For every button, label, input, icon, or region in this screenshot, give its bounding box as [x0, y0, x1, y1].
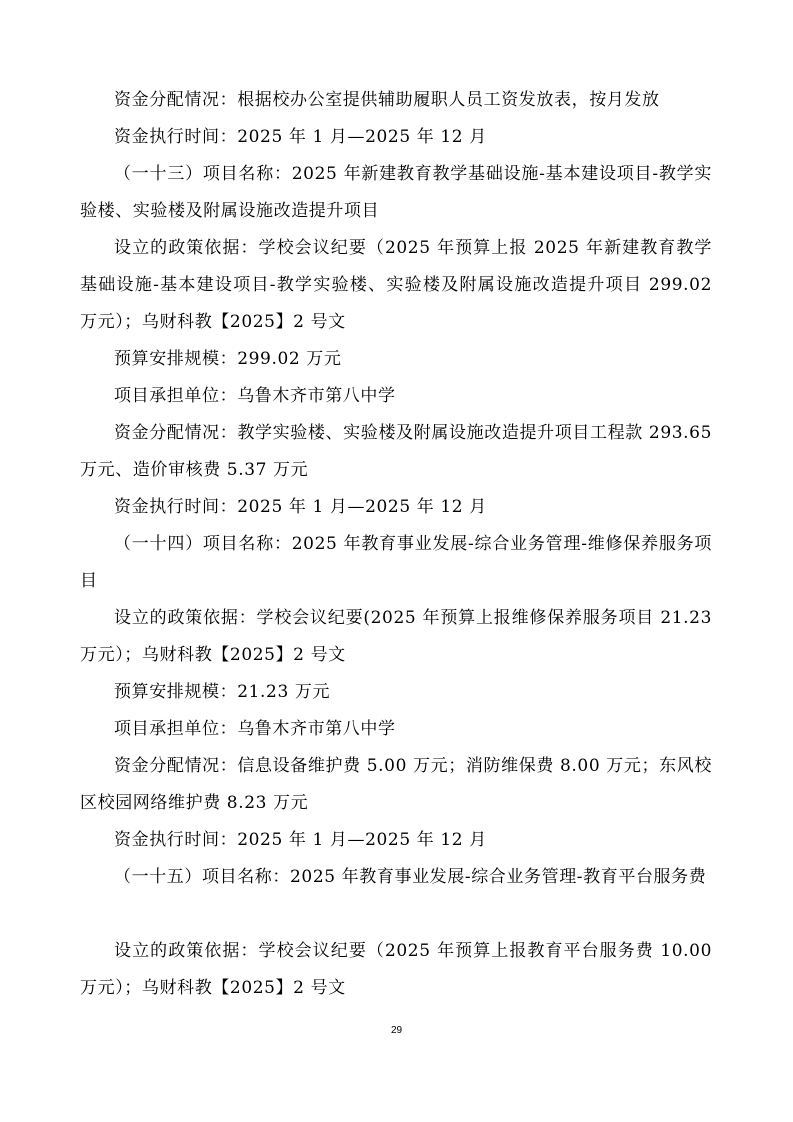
project-14-execution-time: 资金执行时间：2025 年 1 月—2025 年 12 月 — [114, 830, 487, 850]
project-13-fund-allocation: 资金分配情况：教学实验楼、实验楼及附属设施改造提升项目工程款 293.65 万元、造价审核费 5.37 万元 — [80, 423, 712, 480]
project-15-title: （一十五）项目名称：2025 年教育事业发展-综合业务管理-教育平台服务费 — [114, 867, 707, 887]
page-number: 29 — [390, 1025, 403, 1036]
project-15-policy-basis: 设立的政策依据：学校会议纪要（2025 年预算上报教育平台服务费 10.00 万元）；乌财科教【2025】2 号文 — [80, 941, 712, 998]
project-14-policy-basis: 设立的政策依据：学校会议纪要(2025 年预算上报维修保养服务项目 21.23 万元）；乌财科教【2025】2 号文 — [80, 608, 712, 665]
project-14-title: （一十四）项目名称：2025 年教育事业发展-综合业务管理-维修保养服务项目 — [80, 534, 712, 591]
project-14-fund-allocation: 资金分配情况：信息设备维护费 5.00 万元；消防维保费 8.00 万元；东风校区校园网络维护费 8.23 万元 — [80, 756, 712, 813]
project-13-execution-time: 资金执行时间：2025 年 1 月—2025 年 12 月 — [114, 497, 487, 517]
project-14-undertaking-unit: 项目承担单位：乌鲁木齐市第八中学 — [114, 719, 396, 739]
project-13-policy-basis: 设立的政策依据：学校会议纪要（2025 年预算上报 2025 年新建教育教学基础设施-基本建设项目-教学实验楼、实验楼及附属设施改造提升项目 299.02 万元）；乌财科教【2025】2 号文 — [80, 238, 712, 332]
project-13-title: （一十三）项目名称：2025 年新建教育教学基础设施-基本建设项目-教学实验楼、实验楼及附属设施改造提升项目 — [80, 164, 712, 221]
fund-allocation-text: 资金分配情况：根据校办公室提供辅助履职人员工资发放表，按月发放 — [114, 90, 660, 110]
project-13-budget-scale: 预算安排规模：299.02 万元 — [114, 349, 342, 369]
project-14-budget-scale: 预算安排规模：21.23 万元 — [114, 682, 331, 702]
project-13-undertaking-unit: 项目承担单位：乌鲁木齐市第八中学 — [114, 386, 396, 406]
execution-time-text: 资金执行时间：2025 年 1 月—2025 年 12 月 — [114, 127, 487, 147]
